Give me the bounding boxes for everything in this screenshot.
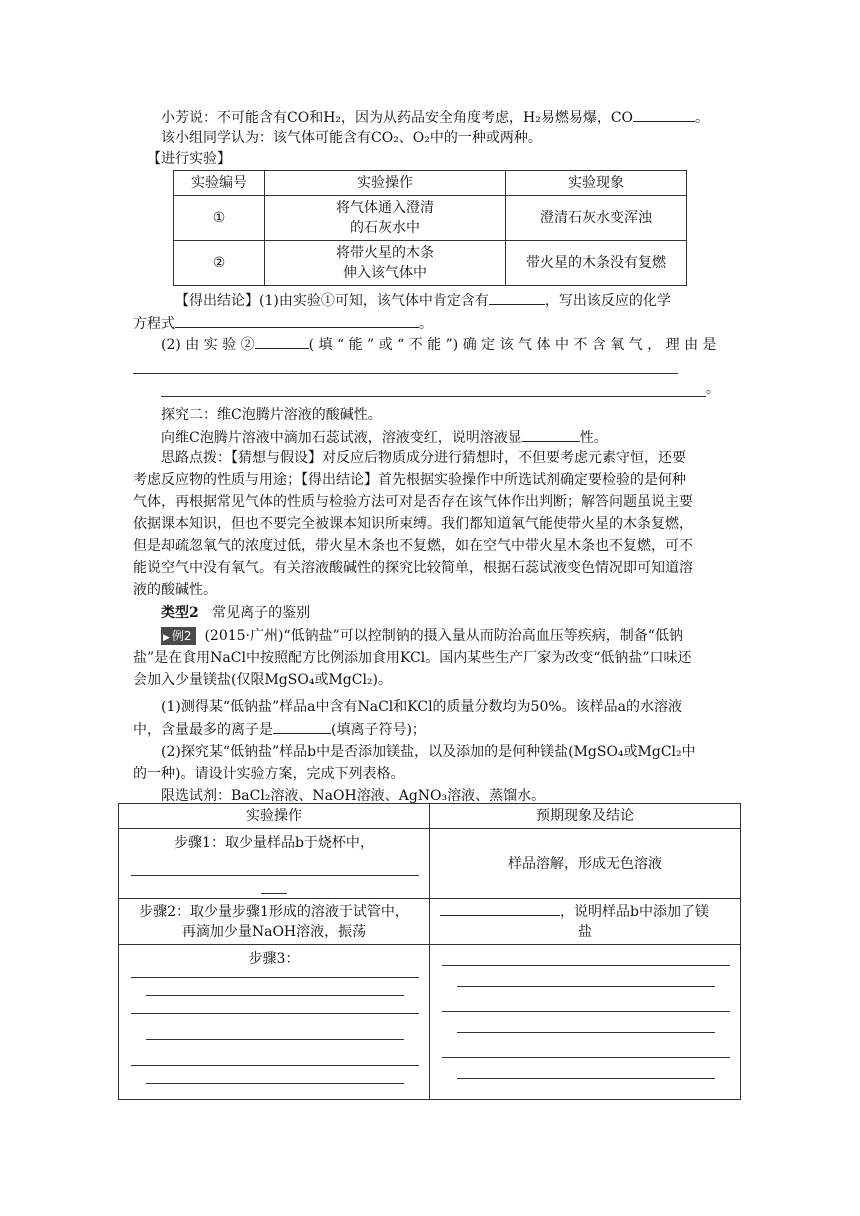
hint-line: 但是却疏忽氧气的浓度过低，带火星木条也不复燃，如在空气中带火星木条也不复燃，可不 [133,538,693,554]
table-cell-result: 带火星的木条没有复燃 [506,241,687,286]
answer-line [146,995,404,996]
step-2-cell [119,899,430,945]
question-1-cont [133,719,426,740]
answer-line [442,1011,730,1012]
table-cell-id: ① [174,196,265,241]
table-header: 实验编号 [174,171,265,196]
answer-line [133,373,678,374]
answer-line [131,875,419,876]
table-header: 实验操作 [119,804,430,829]
example-badge [161,627,196,645]
example-line: 盐”是在食用NaCl中按照配方比例添加食用KCl。国内某些生产厂家为改变“低钠盐”口味还 [133,650,692,666]
conclusion-equation [133,313,433,334]
period: 。 [706,381,720,397]
conclusion-text: ，写出该反应的化学 [544,293,671,309]
answer-blank [175,313,419,328]
conclusion-2 [161,334,717,355]
table-header: 实验现象 [506,171,687,196]
step-1-cell [119,829,430,899]
experiment-table [173,170,687,286]
experiment-heading: 【进行实验】 [147,151,231,167]
period: 。 [419,316,433,332]
group-opinion: 该小组同学认为：该气体可能含有CO₂、O₂中的一种或两种。 [161,130,542,146]
op-line: 将带火星的木条 [336,245,434,261]
question-text: (填离子符号)； [331,722,426,738]
step-3-cell [119,945,430,1100]
step-2-result-text: ，说明样品b中添加了镁 [560,904,709,920]
table-cell-result: 澄清石灰水变浑浊 [506,196,687,241]
type-title: 常见离子的鉴别 [212,605,311,621]
answer-line [457,986,715,987]
answer-line [146,1039,404,1040]
answer-blank [273,719,331,734]
answer-line [146,1083,404,1084]
table-cell-id: ② [174,241,265,286]
reagents: 限选试剂：BaCl₂溶液、NaOH溶液、AgNO₃溶液、蒸馏水。 [161,788,546,804]
table-cell-operation [265,241,506,286]
op-line: 伸入该气体中 [343,265,427,281]
conclusion-text: (2) 由 实 验 ② [161,337,255,353]
table-cell-operation [265,196,506,241]
probe-two-title: 探究二：维C泡腾片溶液的酸碱性。 [161,407,382,423]
conclusion-text: 【得出结论】(1)由实验①可知，该气体中肯定含有 [175,293,489,309]
example-line-1 [161,626,683,646]
step-2-text: 再滴加少量NaOH溶液，振荡 [181,923,367,940]
probe-text: 向维C泡腾片溶液中滴加石蕊试液，溶液变红，说明溶液显 [161,430,522,446]
play-icon: ▶ [163,633,170,643]
answer-blank [255,334,309,349]
step-2-text: 步骤2：取少量步骤1形成的溶液于试管中， [139,903,409,920]
xiaofang-text: 小芳说：不可能含有CO和H₂，因为从药品安全角度考虑，H₂易燃易爆，CO [161,110,634,126]
op-line: 将气体通入澄清 [336,200,434,216]
hint-line: 气体，再根据常见气体的性质与检验方法可对是否存在该气体作出判断；解答问题虽说主要 [133,494,693,510]
answer-line [131,977,419,978]
answer-blank [522,427,580,442]
op-line: 的石灰水中 [350,220,420,236]
probe-text: 性。 [579,430,608,446]
example-badge-label: 例2 [171,629,192,643]
step-1-result: 样品溶解，形成无色溶液 [430,829,741,899]
answer-line [457,1032,715,1033]
example-line: 会加入少量镁盐(仅限MgSO₄或MgCl₂)。 [133,672,392,688]
answer-line [442,1057,730,1058]
hint-line: 考虑反应物的性质与用途；【得出结论】首先根据实验操作中所选试剂确定要检验的是何种 [133,472,686,488]
table-header: 预期现象及结论 [430,804,741,829]
answer-line [131,1065,419,1066]
answer-blank [440,901,560,916]
period: 。 [695,110,710,126]
step-3-text: 步骤3： [248,951,300,967]
type-heading [161,603,310,623]
step-1-text: 步骤1：取少量样品b于烧杯中， [174,835,374,851]
hint-line: 能说空气中没有氧气。有关溶液酸碱性的探究比较简单，根据石蕊试液变色情况即可知道溶 [133,560,693,576]
table-header: 实验操作 [265,171,506,196]
conclusion-text: ( 填 “ 能 ” 或 “ 不 能 ”) 确 定 该 气 体 中 不 含 氧 气 ， 理 由 是 [308,337,717,353]
type-label: 类型2 [161,605,199,621]
step-2-result [430,899,741,945]
question-2: (2)探究某“低钠盐”样品b中是否添加镁盐，以及添加的是何种镁盐(MgSO₄或MgCl₂中 [161,744,696,760]
step-2-result-text: 盐 [578,924,592,940]
answer-lines [442,965,730,1079]
hint-line: 液的酸碱性。 [133,582,217,598]
step-3-result [430,945,741,1100]
conclusion-1 [175,290,671,311]
answer-blank [489,290,545,305]
answer-lines [131,977,419,1084]
answer-line [457,1078,715,1079]
hint-line: 思路点拨：【猜想与假设】对反应后物质成分进行猜想时，不但要考虑元素守恒，还要 [161,450,686,466]
answer-line [161,396,706,397]
answer-line [442,965,730,966]
answer-blank [633,107,695,122]
example-text: (2015·广州)“低钠盐”可以控制钠的摄入量从而防治高血压等疾病，制备“低钠 [204,628,683,644]
equation-label: 方程式 [133,316,175,332]
hint-line: 依据课本知识，但也不要完全被课本知识所束缚。我们都知道氧气能使带火星的木条复燃， [133,516,693,532]
paragraph-xiaofang [161,107,709,128]
question-1: (1)测得某“低钠盐”样品a中含有NaCl和KCl的质量分数均为50%。该样品a的水溶液 [161,699,683,715]
answer-line [261,893,287,894]
probe-two-text [161,427,608,448]
question-text: 中，含量最多的离子是 [133,722,273,738]
question-2-cont: 的一种)。请设计实验方案，完成下列表格。 [133,766,405,782]
design-table [118,803,741,1100]
answer-line [131,1013,419,1014]
